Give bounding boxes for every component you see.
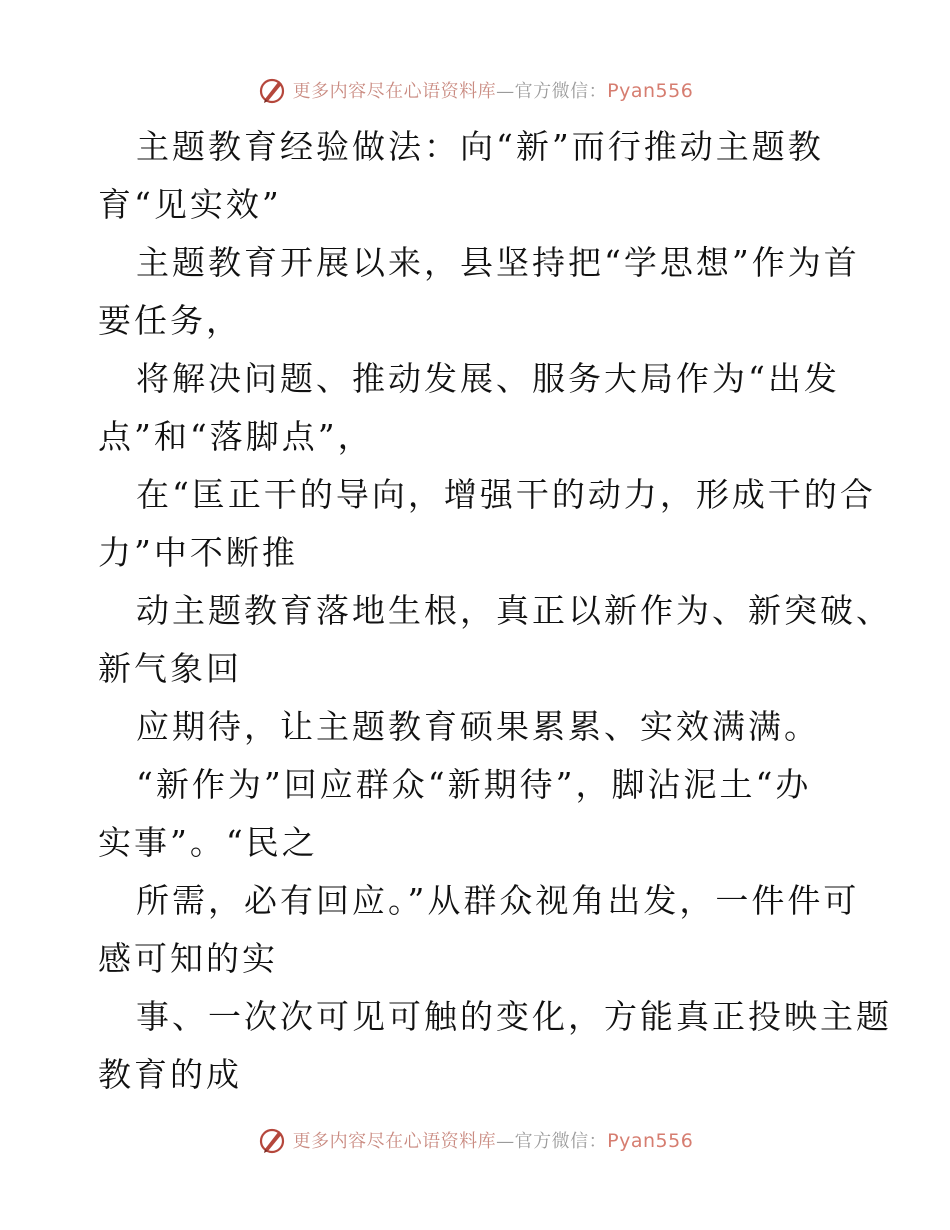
pen-logo-icon [257, 75, 287, 105]
paragraph-line: 点”和“落脚点”， [98, 417, 374, 456]
paragraph-line: 应期待，让主题教育硕果累累、实效满满。 [136, 707, 820, 746]
watermark-text [293, 77, 694, 103]
paragraph-line: 主题教育开展以来，县坚持把“学思想”作为首 [136, 243, 860, 282]
pen-logo-icon [257, 1125, 287, 1155]
paragraph-line: 在“匡正干的导向，增强干的动力，形成干的合 [136, 475, 876, 514]
title-line-2: 育“见实效” [98, 185, 282, 224]
footer-watermark [0, 1123, 950, 1157]
paragraph-line: “新作为”回应群众“新期待”，脚沾泥土“办 [136, 765, 812, 804]
paragraph-line: 将解决问题、推动发展、服务大局作为“出发 [136, 359, 840, 398]
paragraph-line: 要任务， [98, 301, 242, 340]
watermark-wechat-label: 官方微信： [514, 81, 608, 102]
paragraph-line: 所需，必有回应。”从群众视角出发，一件件可 [136, 881, 860, 920]
watermark-wechat-id: Pyan556 [607, 1130, 694, 1152]
watermark-wechat-id: Pyan556 [607, 80, 694, 102]
watermark-brand: 更多内容尽在心语资料库 [292, 81, 497, 102]
paragraph-line: 力”中不断推 [98, 533, 298, 572]
watermark-brand: 更多内容尽在心语资料库 [292, 1131, 497, 1152]
paragraph-line: 实事”。“民之 [98, 823, 318, 862]
paragraph-line: 感可知的实 [98, 939, 278, 978]
paragraph-line: 教育的成 [98, 1055, 242, 1094]
document-body [98, 118, 892, 1104]
title-line-1: 主题教育经验做法：向“新”而行推动主题教 [136, 127, 824, 166]
watermark-text [293, 1127, 694, 1153]
paragraph-line: 动主题教育落地生根，真正以新作为、新突破、 [136, 591, 892, 630]
watermark-wechat-label: 官方微信： [514, 1131, 608, 1152]
watermark-separator: — [496, 1131, 515, 1152]
paragraph-line: 新气象回 [98, 649, 242, 688]
watermark-separator: — [496, 81, 515, 102]
paragraph-line: 事、一次次可见可触的变化，方能真正投映主题 [136, 997, 892, 1036]
header-watermark [0, 73, 950, 107]
